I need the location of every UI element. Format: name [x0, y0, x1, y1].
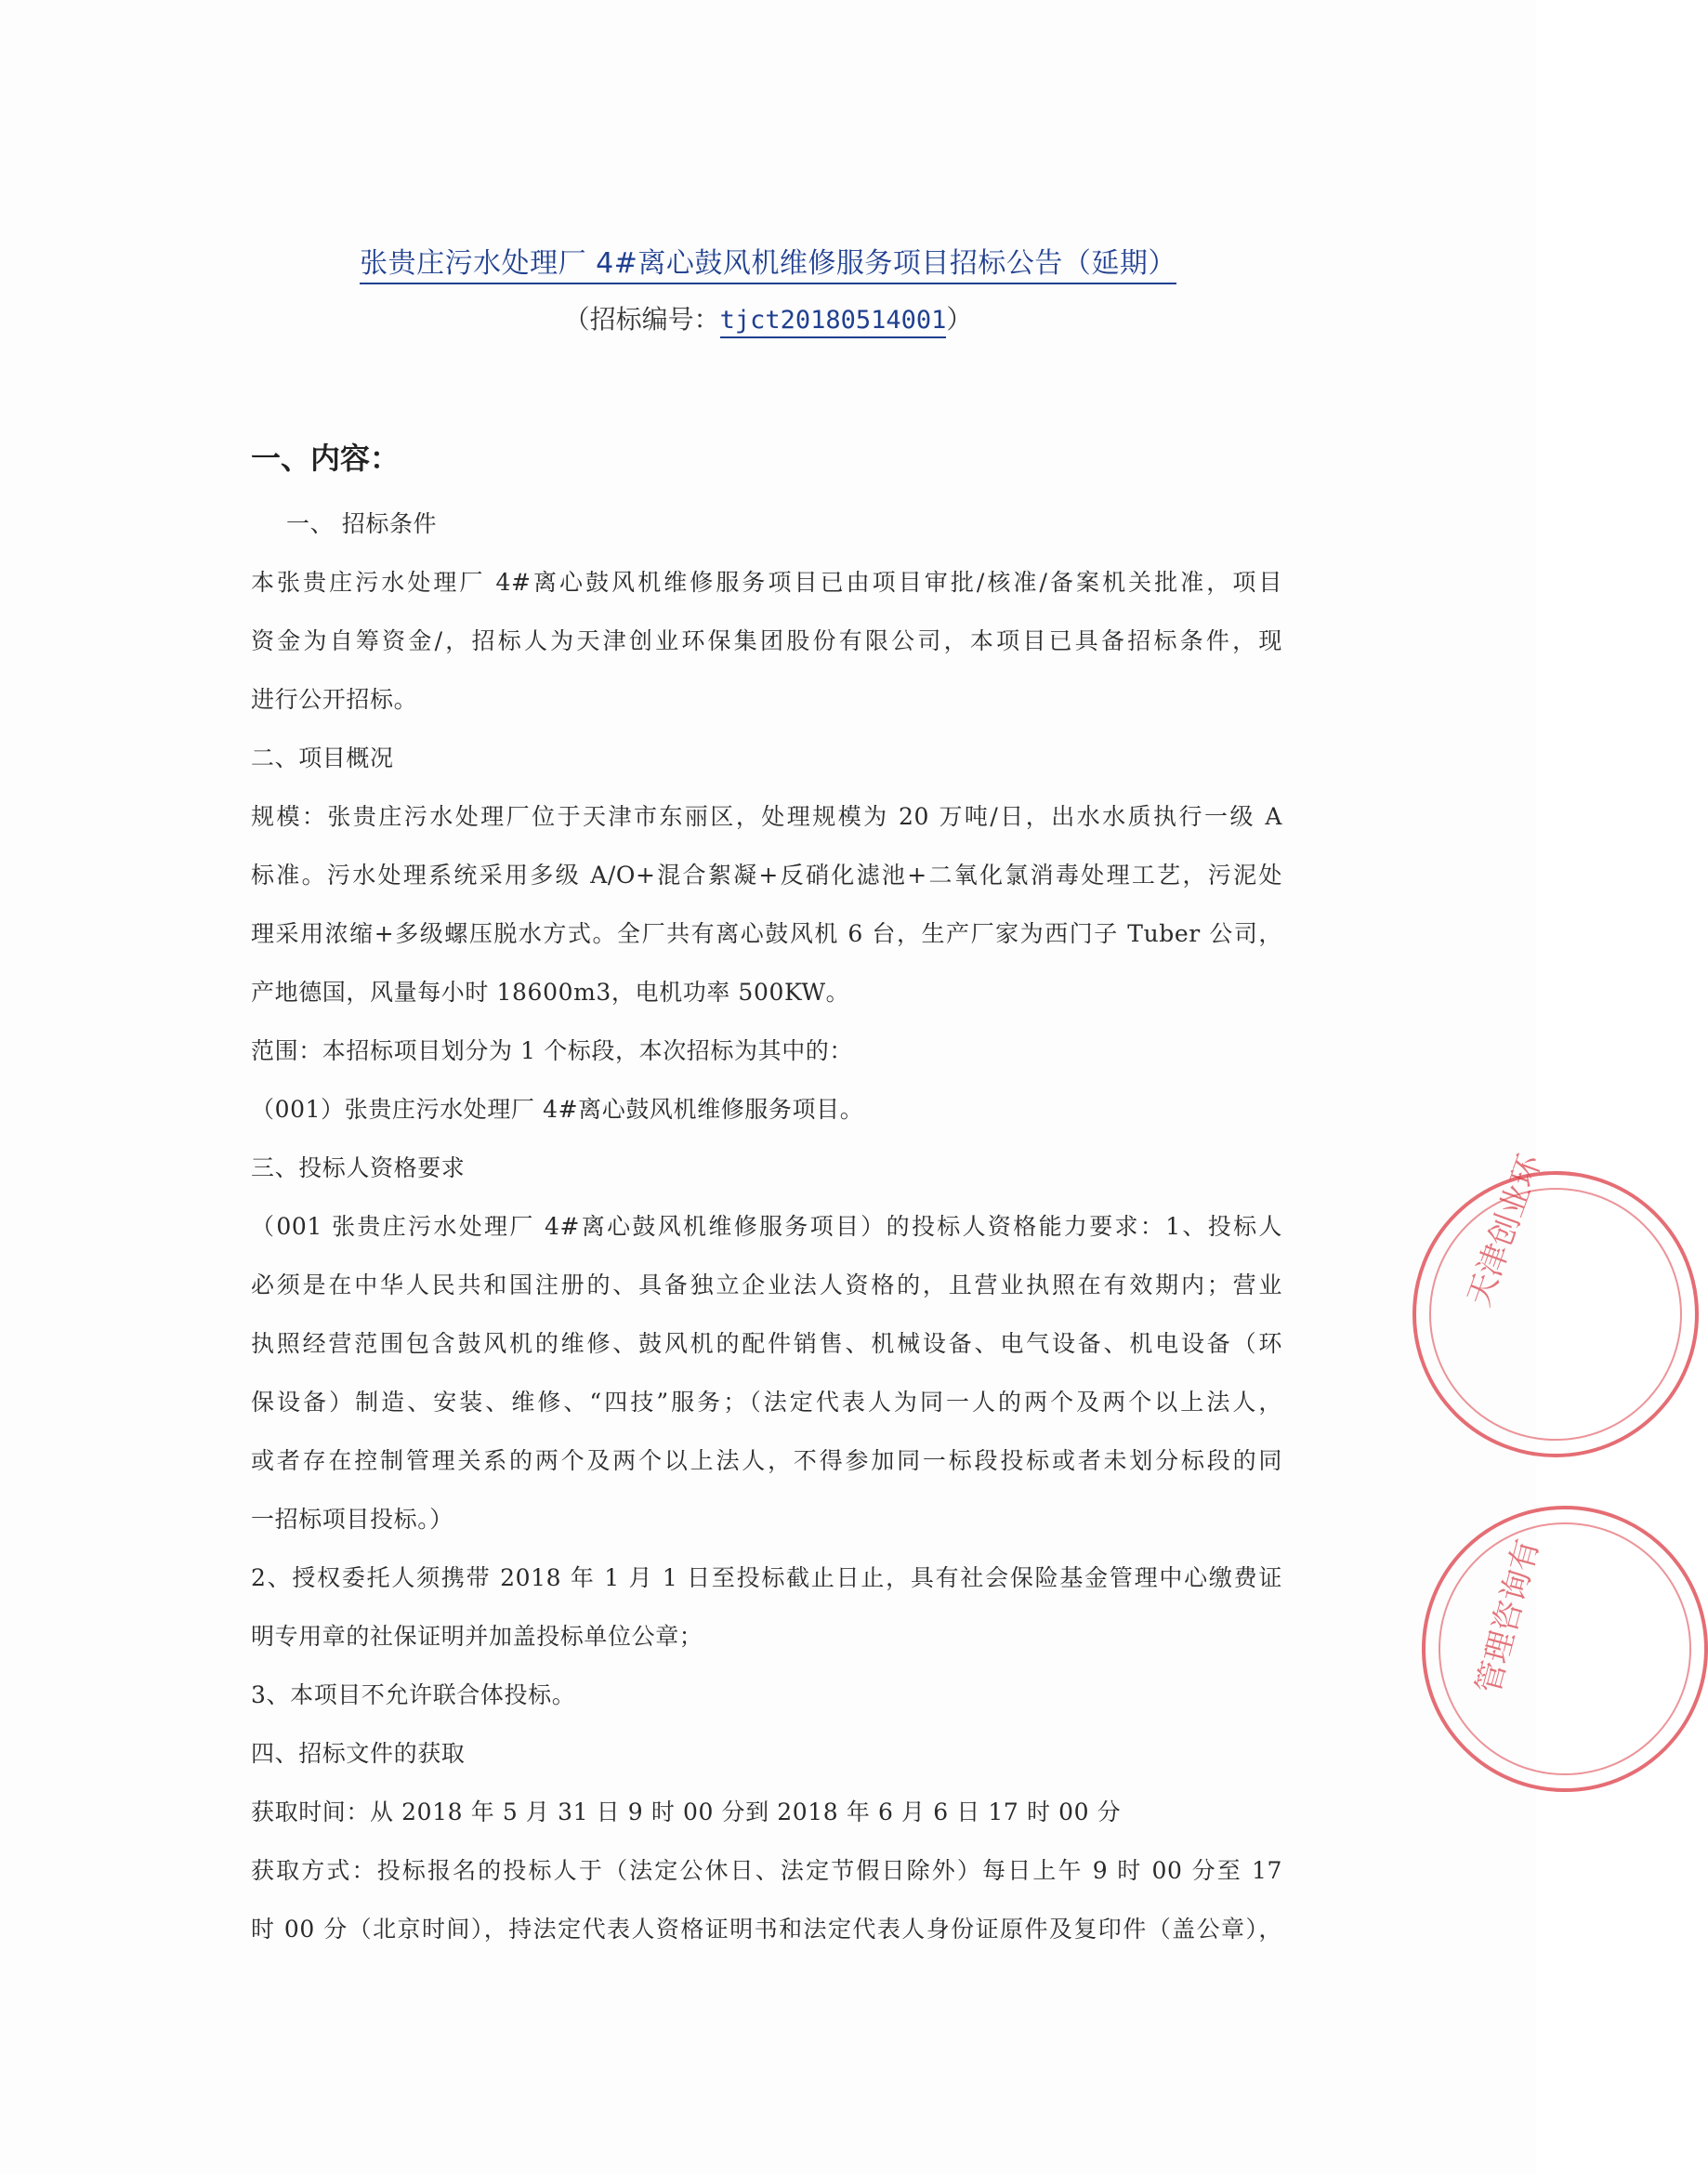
body-line: 标准。污水处理系统采用多级 A/O+混合絮凝+反硝化滤池+二氧化氯消毒处理工艺，污泥处 — [251, 862, 1282, 889]
body-line: 资金为自筹资金/，招标人为天津创业环保集团股份有限公司，本项目已具备招标条件，现 — [251, 627, 1282, 654]
tender-number-prefix: （招标编号： — [563, 304, 720, 335]
body-line: 三、投标人资格要求 — [251, 1154, 466, 1181]
title-text: 张贵庄污水处理厂 4#离心鼓风机维修服务项目招标公告（延期） — [360, 247, 1176, 284]
section-heading: 一、内容： — [251, 441, 401, 476]
body-line: 获取方式：投标报名的投标人于（法定公休日、法定节假日除外）每日上午 9 时 00 分至 17 — [251, 1857, 1282, 1884]
body-line: 执照经营范围包含鼓风机的维修、鼓风机的配件销售、机械设备、电气设备、机电设备（环 — [251, 1330, 1282, 1357]
agency-seal-stamp — [1422, 1506, 1708, 1792]
body-line: （001）张贵庄污水处理厂 4#离心鼓风机维修服务项目。 — [251, 1096, 864, 1123]
body-line: 四、招标文件的获取 — [251, 1740, 466, 1767]
body-line: 规模：张贵庄污水处理厂位于天津市东丽区，处理规模为 20 万吨/日，出水水质执行一级 A — [251, 803, 1282, 830]
body-line: 一招标项目投标。） — [251, 1506, 453, 1533]
tender-number-code: tjct20180514001 — [720, 306, 947, 338]
body-line: 二、项目概况 — [251, 744, 394, 771]
body-line: 明专用章的社保证明并加盖投标单位公章； — [251, 1623, 703, 1650]
body-line: 本张贵庄污水处理厂 4#离心鼓风机维修服务项目已由项目审批/核准/备案机关批准，项目 — [251, 569, 1282, 596]
body-line: 必须是在中华人民共和国注册的、具备独立企业法人资格的，且营业执照在有效期内；营业 — [251, 1271, 1282, 1298]
document-title — [0, 240, 1536, 281]
body-line: 时 00 分（北京时间），持法定代表人资格证明书和法定代表人身份证原件及复印件（盖公章）， — [251, 1916, 1282, 1943]
body-line: 产地德国，风量每小时 18600m3，电机功率 500KW。 — [251, 979, 850, 1006]
body-line: 获取时间：从 2018 年 5 月 31 日 9 时 00 分到 2018 年 6 月 6 日 17 时 00 分 — [251, 1798, 1122, 1825]
body-line: 3、本项目不允许联合体投标。 — [251, 1681, 576, 1708]
company-seal-stamp — [1412, 1149, 1699, 1457]
seal-text: 管理咨询有 — [1469, 1535, 1547, 1698]
body-line: 进行公开招标。 — [251, 686, 418, 713]
body-line: 2、授权委托人须携带 2018 年 1 月 1 日至投标截止日止，具有社会保险基金管理中心缴费证 — [251, 1564, 1282, 1591]
body-line: 一、 招标条件 — [286, 510, 438, 537]
body-line: 理采用浓缩+多级螺压脱水方式。全厂共有离心鼓风机 6 台，生产厂家为西门子 Tuber 公司， — [251, 920, 1282, 947]
body-line: 保设备）制造、安装、维修、“四技”服务；（法定代表人为同一人的两个及两个以上法人， — [251, 1389, 1282, 1416]
body-line: 或者存在控制管理关系的两个及两个以上法人，不得参加同一标段投标或者未划分标段的同 — [251, 1447, 1282, 1474]
tender-number-line — [0, 299, 1536, 336]
tender-number-suffix: ） — [946, 304, 973, 335]
document-body — [251, 494, 1282, 1958]
body-line: 范围：本招标项目划分为 1 个标段，本次招标为其中的： — [251, 1037, 854, 1064]
seal-text: 天津创业环 — [1460, 1149, 1550, 1311]
body-line: （001 张贵庄污水处理厂 4#离心鼓风机维修服务项目）的投标人资格能力要求：1、投标人 — [251, 1213, 1282, 1240]
